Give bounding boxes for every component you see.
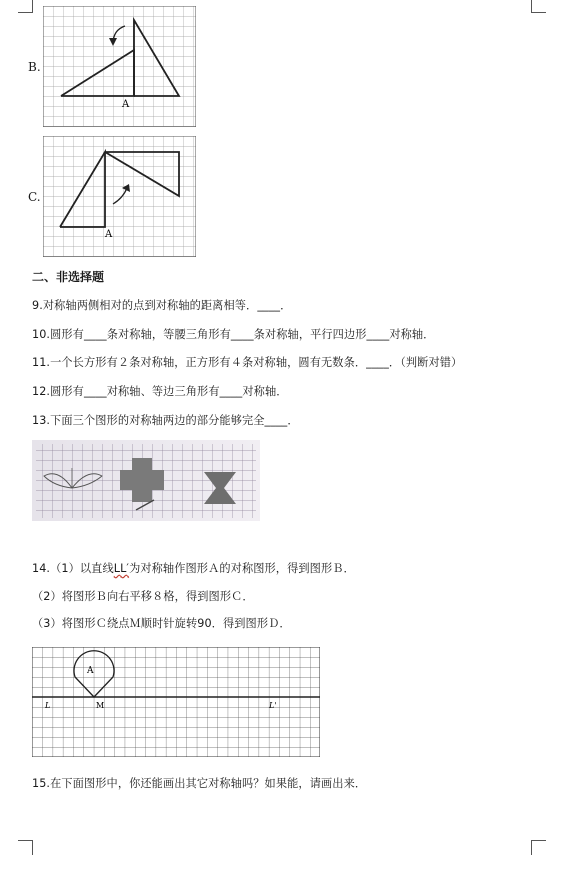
symmetry-shapes-photo — [32, 440, 260, 521]
option-b-figure — [43, 6, 196, 127]
question-12: 12.圆形有____对称轴、等边三角形有____对称轴． — [32, 385, 288, 398]
question-14-prefix: 14.（1）以直线 — [32, 562, 114, 575]
question-14-part-1 — [32, 560, 355, 576]
question-10: 10.圆形有____条对称轴，等腰三角形有____条对称轴，平行四边形____对称轴． — [32, 328, 435, 341]
question-14-suffix: 为对称轴作图形Ａ的对称图形，得到图形Ｂ． — [129, 562, 355, 575]
question-11: 11.一个长方形有２条对称轴，正方形有４条对称轴，圆有无数条．____．（判断对错） — [32, 356, 463, 369]
option-c-point-label: A — [105, 229, 113, 240]
figure-a-label: A — [87, 666, 94, 676]
crop-mark-top-left — [18, 0, 33, 13]
option-c-figure — [43, 136, 196, 257]
question-9: 9.对称轴两侧相对的点到对称轴的距离相等．____． — [32, 299, 292, 312]
question-15: 15.在下面图形中，你还能画出其它对称轴吗？如果能，请画出来． — [32, 777, 367, 790]
line-l-label: L — [45, 701, 51, 710]
section-title: 二、非选择题 — [32, 270, 105, 284]
line-l-prime-label: L' — [269, 701, 277, 710]
question-14-part-3: （3）将图形Ｃ绕点Ｍ顺时针旋转90．得到图形Ｄ． — [32, 617, 291, 630]
line-ll-label: LL′ — [113, 562, 130, 575]
option-b-point-label: A — [122, 99, 130, 110]
crop-mark-bottom-right — [531, 840, 546, 855]
transformation-grid — [32, 647, 320, 757]
crop-mark-top-right — [531, 0, 546, 13]
crop-mark-bottom-left — [18, 840, 33, 855]
question-13: 13.下面三个图形的对称轴两边的部分能够完全____． — [32, 414, 299, 427]
option-b-label: B. — [28, 60, 41, 74]
option-c-label: C. — [28, 190, 41, 204]
question-14-part-2: （2）将图形Ｂ向右平移８格，得到图形Ｃ． — [32, 590, 254, 603]
point-m-label: M — [96, 701, 105, 710]
